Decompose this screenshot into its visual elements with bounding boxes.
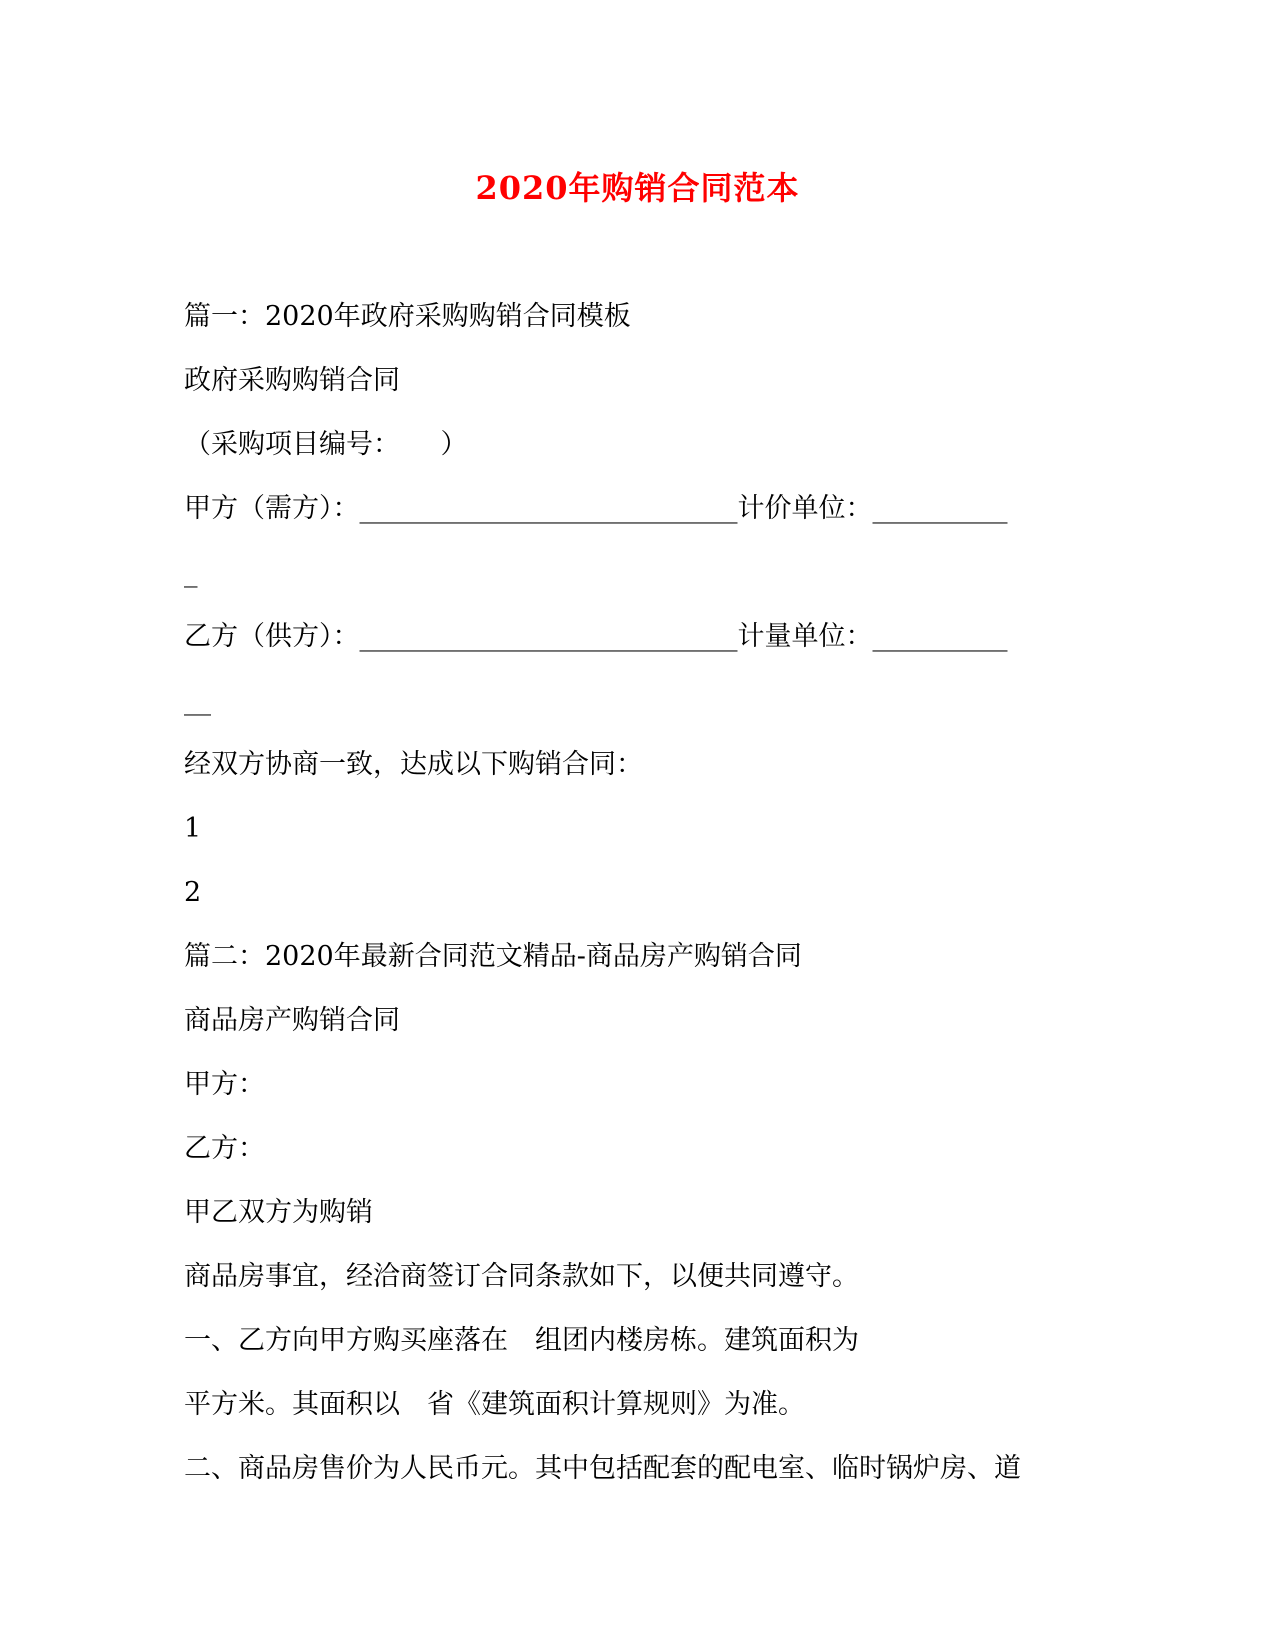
text-line: _ — [184, 557, 198, 588]
document-title: 2020年购销合同范本 — [475, 169, 800, 207]
text-line: 篇一：2020年政府采购购销合同模板 — [184, 301, 631, 332]
text-line: 二、商品房售价为人民币元。其中包括配套的配电室、临时锅炉房、道 — [184, 1453, 1021, 1484]
text-line: 经双方协商一致，达成以下购销合同： — [184, 749, 643, 780]
text-line: 1 — [184, 813, 202, 844]
text-line: 2 — [184, 877, 202, 908]
document-body — [184, 285, 1084, 1501]
text-line: 甲乙双方为购销 — [184, 1197, 373, 1228]
text-line: 甲方： — [184, 1069, 265, 1100]
text-line: 篇二：2020年最新合同范文精品-商品房产购销合同 — [184, 941, 802, 972]
text-line: 乙方： — [184, 1133, 265, 1164]
text-line: 商品房事宜，经洽商签订合同条款如下，以便共同遵守。 — [184, 1261, 859, 1292]
text-line: 甲方（需方）：____________________________计价单位：__________ — [184, 493, 1008, 524]
text-line: 一、乙方向甲方购买座落在 组团内楼房栋。建筑面积为 — [184, 1325, 859, 1356]
text-line: 商品房产购销合同 — [184, 1005, 400, 1036]
text-line: __ — [184, 685, 211, 716]
text-line: 乙方（供方）：____________________________计量单位：__________ — [184, 621, 1008, 652]
text-line: 政府采购购销合同 — [184, 365, 400, 396]
text-line: 平方米。其面积以 省《建筑面积计算规则》为准。 — [184, 1389, 805, 1420]
text-line: （采购项目编号： ） — [184, 429, 468, 460]
